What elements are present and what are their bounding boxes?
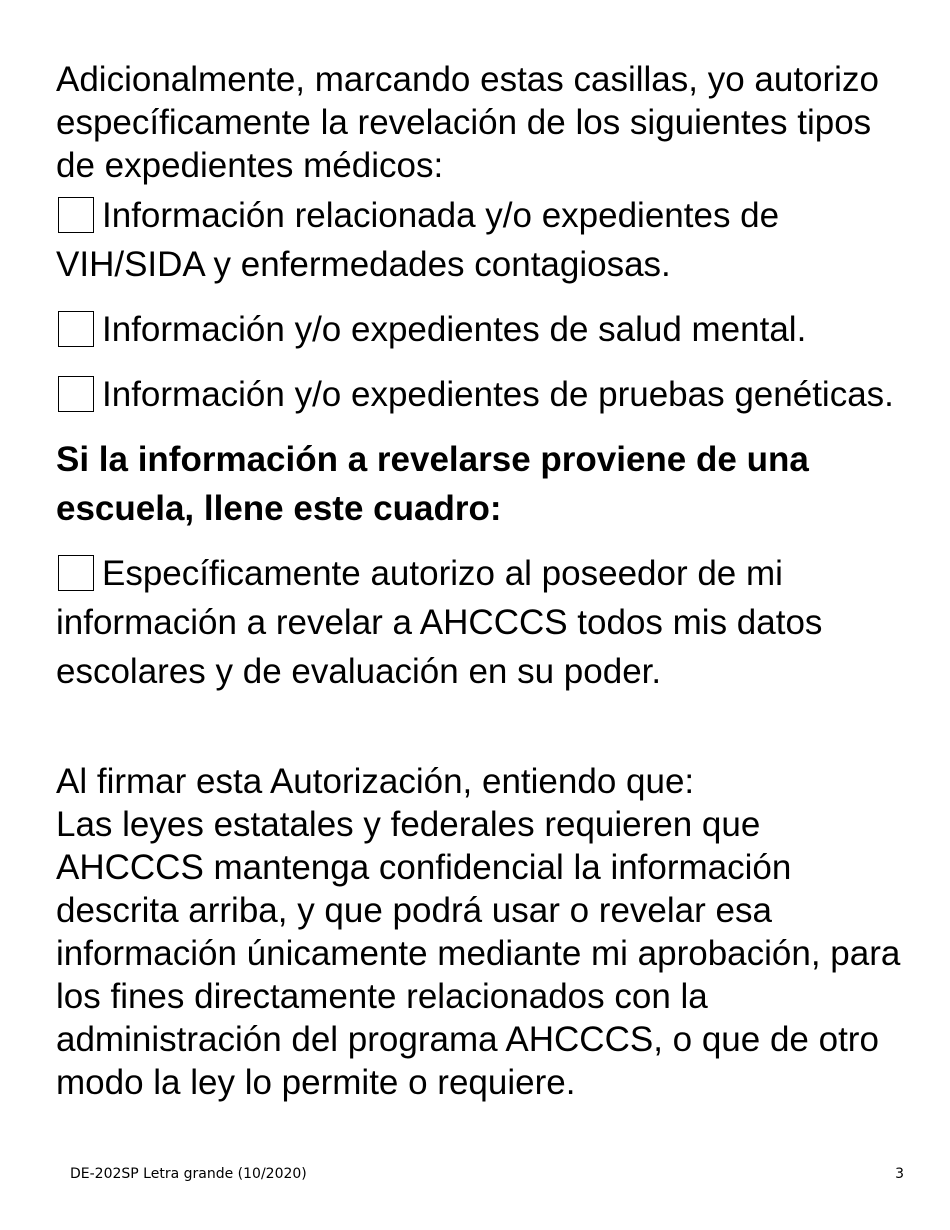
genetic-testing-records-checkbox[interactable] [58, 376, 94, 412]
checkbox-label: Información y/o expedientes de salud mental. [102, 310, 807, 349]
mental-health-records-checkbox[interactable] [58, 311, 94, 347]
checkbox-label: Información relacionada y/o expedientes de VIH/SIDA y enfermedades contagiosas. [56, 196, 780, 284]
signing-text: Las leyes estatales y federales requieren que AHCCCS mantenga confidencial la información descrita arriba, y que podrá usar o revelar esa información únicamente mediante mi aprobación, para los fines directamente relacionados con la administración del programa AHCCCS, o que de otro modo la ley lo permite o requiere. [56, 805, 901, 1102]
document-page [56, 58, 906, 1104]
checkbox-item-hiv [56, 191, 906, 289]
signing-heading: Al firmar esta Autorización, entiendo que: [56, 762, 695, 801]
checkbox-item-school [56, 549, 906, 696]
hiv-records-checkbox[interactable] [58, 197, 94, 233]
intro-text: Adicionalmente, marcando estas casillas, yo autorizo específicamente la revelación de los siguientes tipos de expedientes médicos: [56, 60, 879, 185]
checkbox-label: Específicamente autorizo al poseedor de mi información a revelar a AHCCCS todos mis datos escolares y de evaluación en su poder. [56, 554, 823, 691]
checkbox-item-mental-health [56, 305, 906, 354]
school-section-heading: Si la información a revelarse proviene de una escuela, llene este cuadro: [56, 440, 809, 528]
form-code: DE-202SP Letra grande (10/2020) [70, 1166, 307, 1182]
school-records-checkbox[interactable] [58, 555, 94, 591]
checkbox-label: Información y/o expedientes de pruebas genéticas. [102, 375, 894, 414]
checkbox-item-genetic [56, 370, 906, 419]
page-number: 3 [895, 1166, 904, 1182]
section-spacer [56, 712, 906, 760]
